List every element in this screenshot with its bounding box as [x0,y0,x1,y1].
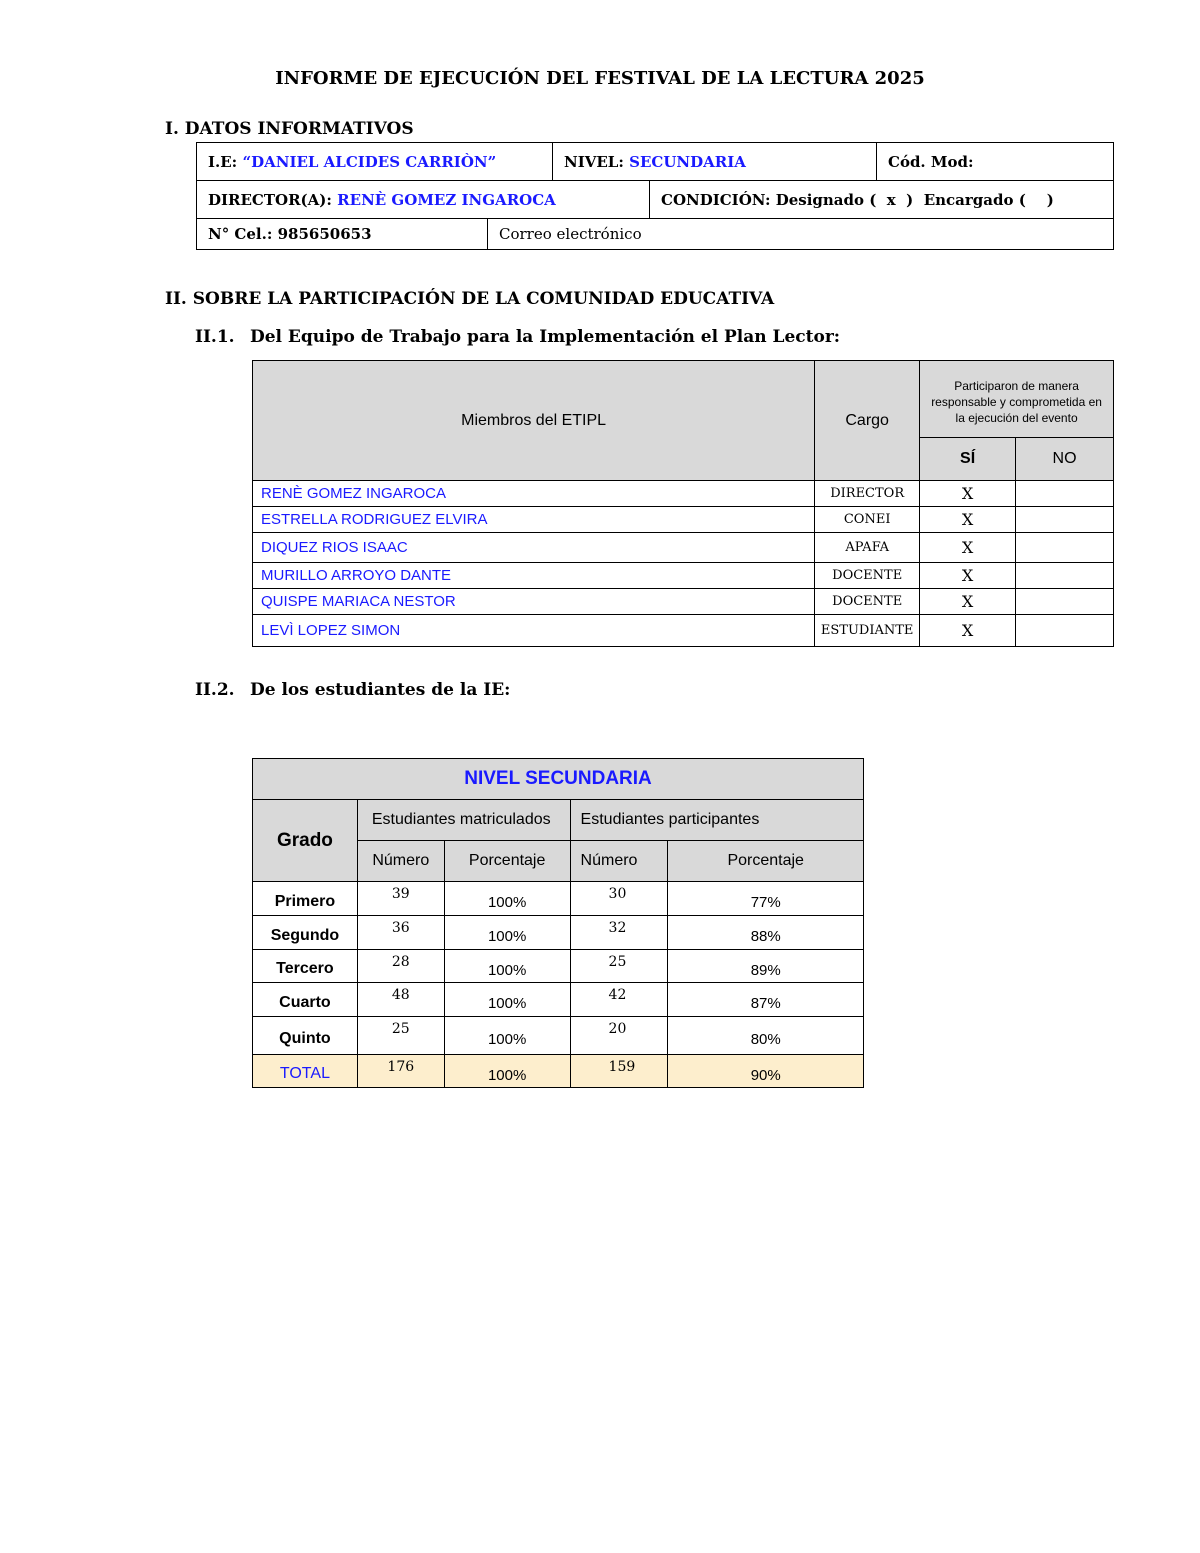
students-table [252,758,864,1088]
member-name: DIQUEZ RIOS ISAAC [253,533,815,563]
member-cargo: CONEI [815,507,920,533]
director-cell [197,181,649,218]
grado-cell: Cuarto [253,983,358,1017]
table-row [253,563,1114,589]
table-row [253,481,1114,507]
grado-cell: Primero [253,882,358,916]
mat-porcentaje-cell: 100% [444,983,570,1017]
member-name: QUISPE MARIACA NESTOR [253,589,815,615]
mat-porcentaje-cell: 100% [444,1055,570,1088]
col-header-mat-porcentaje: Porcentaje [444,841,570,882]
director-label: DIRECTOR(A): [208,190,332,209]
condicion-cell [649,181,1113,218]
subsection-2-2-number: II.2. [195,680,235,700]
member-name: RENÈ GOMEZ INGAROCA [253,481,815,507]
par-porcentaje-cell: 89% [668,950,864,983]
col-header-si: SÍ [920,438,1016,481]
total-row [253,1055,864,1088]
member-cargo: APAFA [815,533,920,563]
info-row-contact [197,219,1113,249]
member-si-mark: X [920,589,1016,615]
member-name: ESTRELLA RODRIGUEZ ELVIRA [253,507,815,533]
par-numero-cell: 42 [570,983,668,1017]
member-cargo: ESTUDIANTE [815,615,920,647]
par-porcentaje-cell: 90% [668,1055,864,1088]
member-si-mark: X [920,615,1016,647]
member-no-mark [1016,533,1114,563]
par-porcentaje-cell: 87% [668,983,864,1017]
section-2-number: II. [165,289,187,309]
nivel-value: SECUNDARIA [629,152,746,171]
mat-numero-cell: 48 [357,983,444,1017]
mat-numero-cell: 28 [357,950,444,983]
member-cargo: DIRECTOR [815,481,920,507]
member-name: MURILLO ARROYO DANTE [253,563,815,589]
cel-label: N° Cel.: [208,225,273,243]
par-numero-cell: 20 [570,1017,668,1055]
nivel-label: NIVEL: [564,152,624,171]
table-row [253,1017,864,1055]
col-header-par-numero: Número [570,841,668,882]
par-porcentaje-cell: 80% [668,1017,864,1055]
col-header-members: Miembros del ETIPL [253,361,815,481]
subsection-2-1-heading [195,327,840,347]
mat-numero-cell: 36 [357,916,444,950]
info-row-director [197,181,1113,219]
table-row [253,983,864,1017]
cod-mod-cell [876,143,1113,180]
col-header-mat-numero: Número [357,841,444,882]
grado-cell: Segundo [253,916,358,950]
cod-mod-label: Cód. Mod: [888,152,974,171]
par-porcentaje-cell: 77% [668,882,864,916]
section-1-title: DATOS INFORMATIVOS [184,119,414,139]
mat-porcentaje-cell: 100% [444,882,570,916]
info-box [196,142,1114,250]
ie-value: “DANIEL ALCIDES CARRIÒN” [242,152,497,171]
col-header-no: NO [1016,438,1114,481]
mat-numero-cell: 25 [357,1017,444,1055]
member-no-mark [1016,589,1114,615]
students-table-title: NIVEL SECUNDARIA [253,759,864,800]
table-row [253,589,1114,615]
member-si-mark: X [920,481,1016,507]
mat-numero-cell: 176 [357,1055,444,1088]
member-no-mark [1016,481,1114,507]
table-row [253,615,1114,647]
condicion-text: CONDICIÓN: Designado ( x ) Encargado ( ) [661,190,1054,209]
col-header-participation: Participaron de manera responsable y comprometida en la ejecución del evento [920,361,1114,438]
member-cargo: DOCENTE [815,563,920,589]
par-numero-cell: 30 [570,882,668,916]
director-value: RENÈ GOMEZ INGAROCA [337,190,556,209]
section-1-heading [165,119,414,139]
mat-numero-cell: 39 [357,882,444,916]
member-si-mark: X [920,563,1016,589]
grado-cell: TOTAL [253,1055,358,1088]
table-row [253,916,864,950]
subsection-2-1-title: Del Equipo de Trabajo para la Implementación el Plan Lector: [250,327,841,347]
ie-label: I.E: [208,152,238,171]
subsection-2-1-number: II.1. [195,327,235,347]
correo-cell [487,219,1113,249]
col-header-cargo: Cargo [815,361,920,481]
section-2-title: SOBRE LA PARTICIPACIÓN DE LA COMUNIDAD EDUCATIVA [192,289,775,309]
table-row [253,507,1114,533]
section-2-heading [165,289,774,309]
member-si-mark: X [920,507,1016,533]
etipl-table [252,360,1114,647]
par-numero-cell: 32 [570,916,668,950]
info-row-ie [197,143,1113,181]
par-numero-cell: 25 [570,950,668,983]
member-cargo: DOCENTE [815,589,920,615]
col-header-par-porcentaje: Porcentaje [668,841,864,882]
correo-label: Correo electrónico [499,225,642,243]
ie-cell [197,143,552,180]
page-title: INFORME DE EJECUCIÓN DEL FESTIVAL DE LA LECTURA 2025 [275,68,925,89]
grado-cell: Tercero [253,950,358,983]
mat-porcentaje-cell: 100% [444,1017,570,1055]
col-header-participantes: Estudiantes participantes [570,800,863,841]
section-1-number: I. [165,119,179,139]
nivel-cell [552,143,876,180]
col-header-grado: Grado [253,800,358,882]
table-row [253,882,864,916]
cel-cell [197,219,487,249]
member-no-mark [1016,507,1114,533]
table-row [253,533,1114,563]
member-name: LEVÌ LOPEZ SIMON [253,615,815,647]
subsection-2-2-heading [195,680,510,700]
par-porcentaje-cell: 88% [668,916,864,950]
cel-value: 985650653 [277,225,372,243]
member-no-mark [1016,615,1114,647]
mat-porcentaje-cell: 100% [444,950,570,983]
par-numero-cell: 159 [570,1055,668,1088]
table-row [253,950,864,983]
subsection-2-2-title: De los estudiantes de la IE: [250,680,511,700]
member-no-mark [1016,563,1114,589]
mat-porcentaje-cell: 100% [444,916,570,950]
grado-cell: Quinto [253,1017,358,1055]
col-header-matriculados: Estudiantes matriculados [357,800,570,841]
member-si-mark: X [920,533,1016,563]
